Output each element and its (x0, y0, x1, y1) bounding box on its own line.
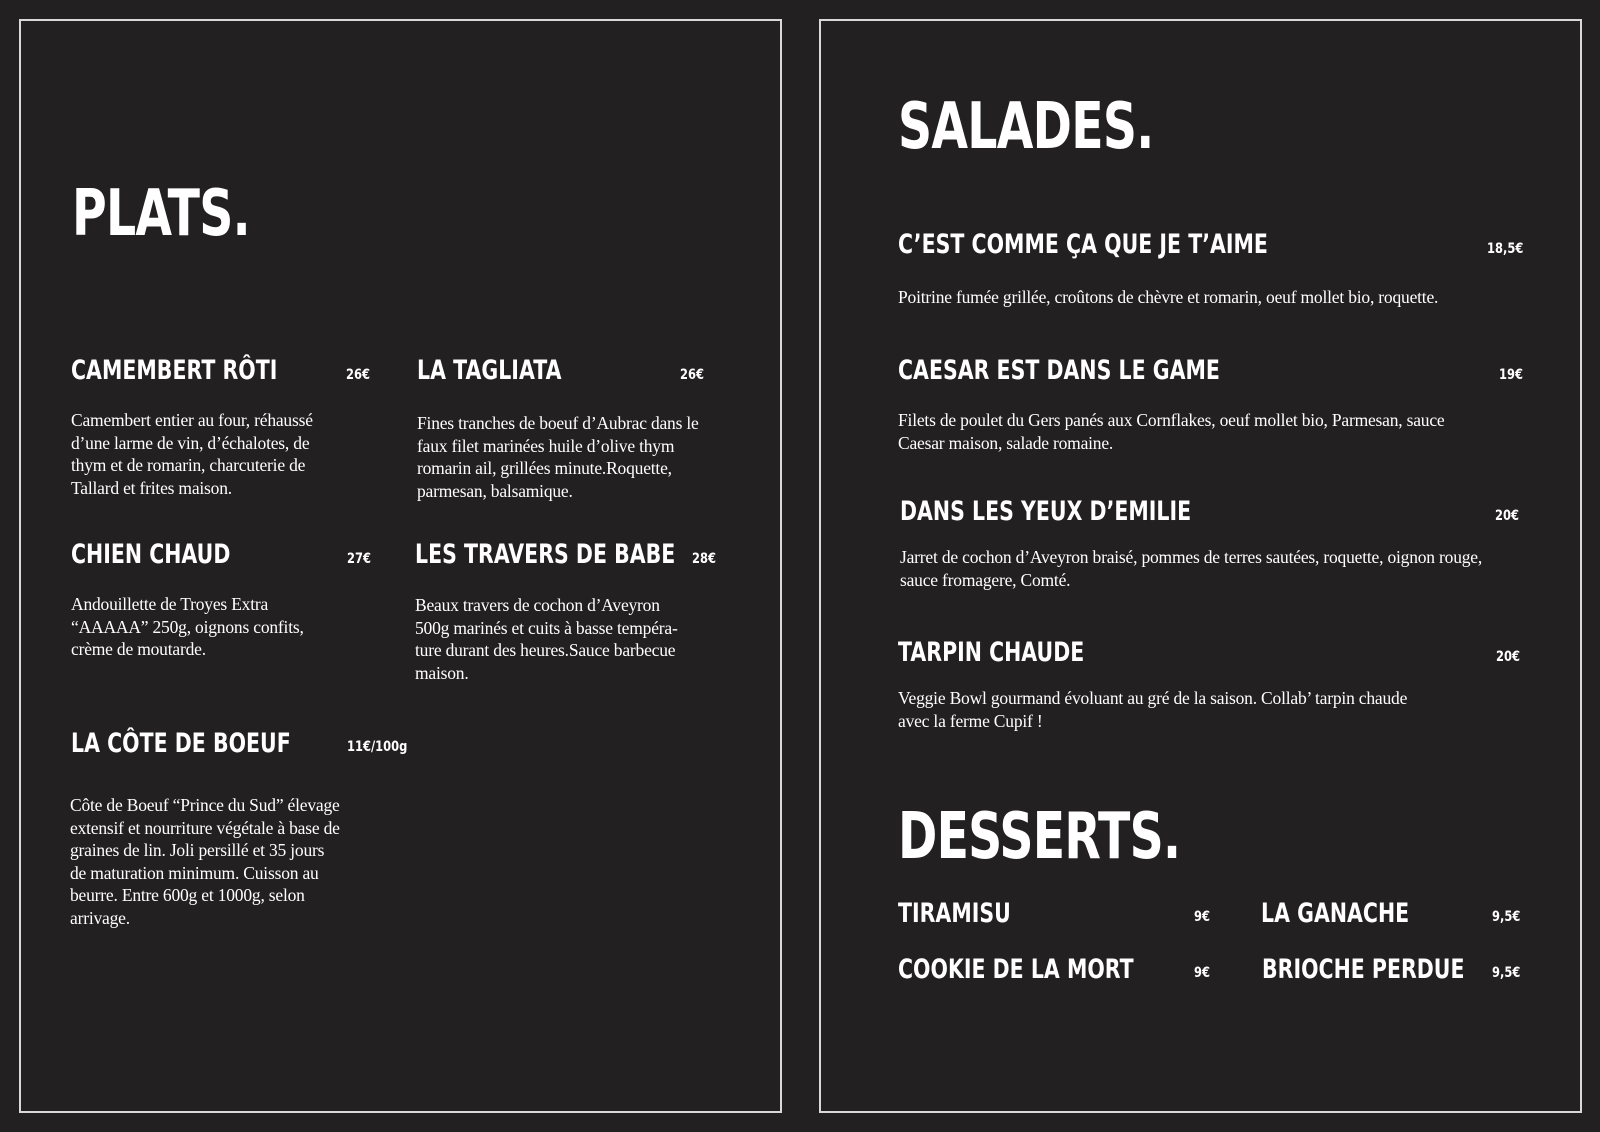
dish-name-tagliata: LA TAGLIATA (417, 355, 562, 386)
dessert-price-tiramisu: 9€ (1194, 909, 1210, 925)
dish-desc-caesar: Filets de poulet du Gers panés aux Cornflakes, oeuf mollet bio, Parmesan, sauce Caesar maison, salade romaine. (898, 410, 1445, 453)
dish-desc-tagliata: Fines tranches de boeuf d’Aubrac dans le faux filet marinées huile d’olive thym romarin ail, grillées minute.Roquette, parmesan, balsamique. (417, 413, 699, 501)
dish-name-caesar: CAESAR EST DANS LE GAME (898, 355, 1220, 386)
dish-name-emilie: DANS LES YEUX D’EMILIE (900, 496, 1192, 527)
dish-price-cote-boeuf: 11€/100g (347, 739, 408, 755)
dish-name-travers: LES TRAVERS DE BABE (415, 539, 676, 570)
dessert-price-ganache: 9,5€ (1492, 909, 1521, 925)
dish-price-cest-comme-ca: 18,5€ (1487, 241, 1524, 257)
dish-price-emilie: 20€ (1495, 508, 1519, 524)
dessert-name-tiramisu: TIRAMISU (898, 898, 1011, 929)
dish-desc-emilie: Jarret de cochon d’Aveyron braisé, pommes de terres sautées, roquette, oignon rouge, sauce fromagere, Comté. (900, 547, 1483, 590)
plats-panel (19, 19, 782, 1113)
dessert-price-brioche: 9,5€ (1492, 965, 1521, 981)
dish-desc-camembert: Camembert entier au four, réhaussé d’une larme de vin, d’échalotes, de thym et de romarin, charcuterie de Tallard et frites maison. (71, 410, 313, 498)
dish-desc-travers: Beaux travers de cochon d’Aveyron 500g marinés et cuits à basse tempéra-ture durant des heures.Sauce barbecue maison. (415, 595, 678, 683)
dish-name-camembert: CAMEMBERT RÔTI (71, 355, 278, 386)
salades-title: SALADES. (898, 90, 1154, 164)
dish-desc-cote-boeuf: Côte de Boeuf “Prince du Sud” élevage extensif et nourriture végétale à base de graines de lin. Joli persillé et 35 jours de maturation minimum. Cuisson au beurre. Entre 600g et 1000g, selon arrivage. (70, 795, 340, 928)
dessert-name-cookie: COOKIE DE LA MORT (898, 954, 1134, 985)
dessert-name-ganache: LA GANACHE (1261, 898, 1410, 929)
dish-price-travers: 28€ (692, 551, 716, 567)
dish-price-chien-chaud: 27€ (347, 551, 371, 567)
salades-desserts-panel (819, 19, 1582, 1113)
dish-price-tagliata: 26€ (680, 367, 704, 383)
dish-name-chien-chaud: CHIEN CHAUD (71, 539, 231, 570)
dish-name-cest-comme-ca: C’EST COMME ÇA QUE JE T’AIME (898, 229, 1268, 260)
dish-desc-cest-comme-ca: Poitrine fumée grillée, croûtons de chèvre et romarin, oeuf mollet bio, roquette. (898, 287, 1439, 307)
dessert-name-brioche: BRIOCHE PERDUE (1262, 954, 1465, 985)
dish-desc-tarpin: Veggie Bowl gourmand évoluant au gré de la saison. Collab’ tarpin chaude avec la ferme Cupif ! (898, 688, 1408, 731)
desserts-title: DESSERTS. (898, 800, 1181, 874)
dish-price-camembert: 26€ (346, 367, 370, 383)
plats-title: PLATS. (72, 177, 250, 251)
dish-name-tarpin: TARPIN CHAUDE (898, 637, 1085, 668)
dessert-price-cookie: 9€ (1194, 965, 1210, 981)
dish-name-cote-boeuf: LA CÔTE DE BOEUF (71, 728, 291, 759)
dish-price-caesar: 19€ (1499, 367, 1523, 383)
dish-price-tarpin: 20€ (1496, 649, 1520, 665)
dish-desc-chien-chaud: Andouillette de Troyes Extra “AAAAA” 250g, oignons confits, crème de moutarde. (71, 594, 304, 660)
